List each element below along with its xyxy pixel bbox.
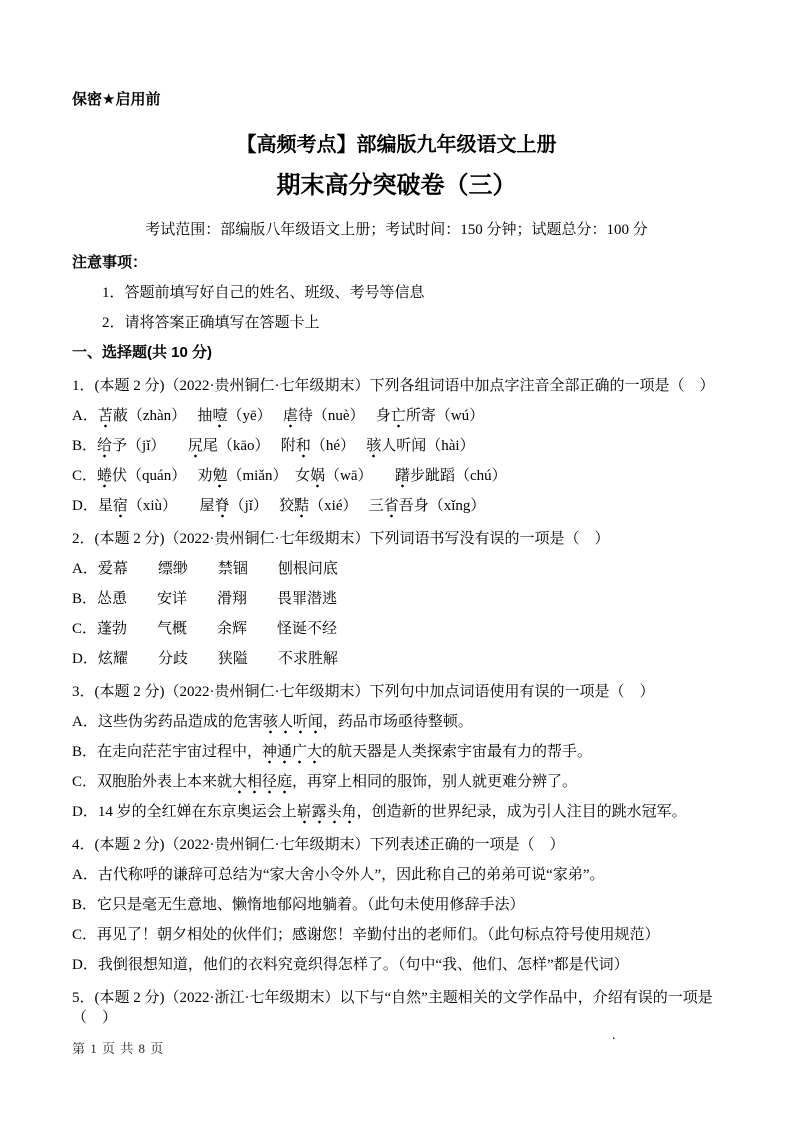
question-stem: 1．(本题 2 分)（2022·贵州铜仁·七年级期末）下列各组词语中加点字注音全部正确的一项是（ ）	[72, 378, 715, 394]
plain-text: 炫耀 分歧 狭隘 不求胜解	[97, 651, 338, 667]
emphasized-dotted-text: 骇人听闻	[263, 714, 323, 734]
option-text	[97, 591, 337, 607]
question-block	[72, 376, 721, 516]
plain-text: 14 岁的全红婵在东京奥运会上	[97, 804, 297, 820]
plain-text: 待（nuè） 身	[297, 408, 391, 424]
option-line	[72, 802, 721, 822]
question-block	[72, 529, 721, 669]
option-text	[97, 438, 475, 458]
emphasized-dotted-text: 省	[384, 498, 399, 518]
plain-text: 它只是毫无生意地、懒惰地郁闷地躺着。（此句未使用修辞手法）	[97, 897, 525, 913]
option-label: D．	[72, 651, 98, 667]
exam-subtitle: 【高频考点】部编版九年级语文上册	[236, 134, 557, 156]
plain-text: 的航天器是人类探索宇宙最有力的帮手。	[322, 744, 593, 760]
plain-text: 所寄（wú）	[405, 408, 485, 424]
question-stem: 2．(本题 2 分)（2022·贵州铜仁·七年级期末）下列词语书写没有误的一项是（ ）	[72, 531, 610, 547]
plain-text: ，再穿上相同的服饰，别人就更难分辨了。	[292, 774, 578, 790]
option-text	[97, 468, 507, 488]
emphasized-dotted-text: 蜷	[97, 468, 112, 488]
emphasized-dotted-text: 宿	[113, 498, 128, 518]
option-label: B．	[72, 897, 98, 913]
question-block	[72, 835, 721, 975]
option-line	[72, 466, 721, 486]
emphasized-dotted-text: 给	[97, 438, 112, 458]
plain-text: 古代称呼的谦辞可总结为“家大舍小令外人”，因此称自己的弟弟可说“家弟”。	[97, 867, 605, 883]
plain-text: （hé）	[310, 438, 367, 454]
plain-text: 星	[97, 498, 113, 514]
emphasized-dotted-text: 大相径庭	[232, 774, 292, 794]
emphasized-dotted-text: 虐	[283, 408, 298, 428]
option-text	[98, 867, 605, 883]
plain-text: （miǎn） 女	[227, 468, 310, 484]
question-block	[72, 682, 721, 822]
option-text	[98, 651, 338, 667]
plain-text: 予（jǐ）	[112, 438, 188, 454]
plain-text: 爱幕 缥缈 禁锢 刨根问底	[97, 561, 338, 577]
plain-text: 双胞胎外表上本来就	[97, 774, 233, 790]
option-label: D．	[72, 957, 98, 973]
emphasized-dotted-text: 噎	[212, 408, 227, 428]
exam-info: 考试范围：部编版八年级语文上册；考试时间：150 分钟；试题总分：100 分	[145, 222, 648, 238]
question-block	[72, 988, 721, 1028]
option-text	[98, 714, 473, 734]
plain-text: 我倒很想知道，他们的衣料究竟织得怎样了。（句中“我、他们、怎样”都是代词）	[97, 957, 629, 973]
plain-text: 再见了！朝夕相处的伙伴们；感谢您！辛勤付出的老师们。（此句标点符号使用规范）	[97, 927, 660, 943]
option-line	[72, 772, 721, 792]
emphasized-dotted-text: 勉	[212, 468, 227, 488]
plain-text: 吾身（xǐng）	[398, 498, 486, 514]
option-line	[72, 589, 721, 609]
option-line	[72, 712, 721, 732]
plain-text: 人听闻（hài）	[381, 438, 475, 454]
plain-text: 伏（quán） 劝	[112, 468, 213, 484]
emphasized-dotted-text: 脊	[215, 498, 230, 518]
option-text	[97, 744, 592, 764]
option-text	[97, 927, 660, 943]
option-label: C．	[72, 927, 98, 943]
option-text	[97, 897, 525, 913]
option-label: C．	[72, 774, 98, 790]
question-list	[72, 376, 721, 1028]
plain-text: （yē）	[227, 408, 283, 424]
exam-title: 期末高分突破卷（三）	[276, 172, 517, 199]
emphasized-dotted-text: 崭露头角	[297, 804, 357, 824]
plain-text: ，创造新的世界纪录，成为引人注目的跳水冠军。	[356, 804, 687, 820]
option-text	[98, 957, 629, 973]
option-label: D．	[72, 498, 98, 514]
option-label: C．	[72, 621, 98, 637]
option-line	[72, 406, 721, 426]
option-label: B．	[72, 744, 98, 760]
emphasized-dotted-text: 娲	[310, 468, 325, 488]
notes-heading: 注意事项：	[72, 254, 148, 271]
option-text	[98, 561, 338, 577]
question-stem: 5．(本题 2 分)（2022·浙江·七年级期末）以下与“自然”主题相关的文学作品中，介绍有误的一项是（ ）	[72, 990, 713, 1026]
option-line	[72, 619, 721, 639]
option-line	[72, 496, 721, 516]
option-line	[72, 925, 721, 945]
option-label: A．	[72, 408, 98, 424]
option-line	[72, 955, 721, 975]
emphasized-dotted-text: 和	[296, 438, 311, 458]
question-stem: 4．(本题 2 分)（2022·贵州铜仁·七年级期末）下列表述正确的一项是（ ）	[72, 837, 565, 853]
emphasized-dotted-text: 骇	[366, 438, 381, 458]
stray-period-mark: .	[612, 1028, 616, 1043]
secrecy-label: 保密★启用前	[72, 91, 161, 108]
section-heading: 一、选择题(共 10 分)	[72, 344, 213, 361]
plain-text: （xiù） 屋	[127, 498, 215, 514]
plain-text: 步跐蹈（chú）	[410, 468, 507, 484]
plain-text: 尾（kāo） 附	[202, 438, 296, 454]
emphasized-dotted-text: 黠	[294, 498, 309, 518]
option-label: B．	[72, 591, 98, 607]
option-label: A．	[72, 561, 98, 577]
footer-page-label: 第 1 页 共 8 页	[72, 1041, 165, 1056]
plain-text: 怂恿 安详 滑翔 畏罪潜逃	[97, 591, 338, 607]
plain-text: （jǐ） 狡	[229, 498, 295, 514]
option-line	[72, 865, 721, 885]
option-line	[72, 742, 721, 762]
plain-text: ，药品市场亟待整顿。	[322, 714, 473, 730]
emphasized-dotted-text: 苫	[98, 408, 113, 428]
plain-text: 这些伪劣药品造成的危害	[97, 714, 263, 730]
plain-text: （xié） 三	[309, 498, 384, 514]
option-line	[72, 649, 721, 669]
option-line	[72, 436, 721, 456]
option-line	[72, 895, 721, 915]
note-item: 2．请将答案正确填写在答题卡上	[102, 315, 320, 331]
emphasized-dotted-text: 亡	[391, 408, 406, 428]
plain-text: 在走向茫茫宇宙过程中，	[97, 744, 263, 760]
emphasized-dotted-text: 尻	[188, 438, 203, 458]
question-stem: 3．(本题 2 分)（2022·贵州铜仁·七年级期末）下列句中加点词语使用有误的一项是（ ）	[72, 684, 655, 700]
plain-text: 蓬勃 气概 余辉 怪诞不经	[97, 621, 338, 637]
option-label: D．	[72, 804, 98, 820]
option-label: A．	[72, 714, 98, 730]
option-label: A．	[72, 867, 98, 883]
emphasized-dotted-text: 神通广大	[262, 744, 322, 764]
option-label: B．	[72, 438, 98, 454]
option-line	[72, 559, 721, 579]
option-text	[98, 804, 687, 824]
option-label: C．	[72, 468, 98, 484]
note-item: 1．答题前填写好自己的姓名、班级、考号等信息	[102, 285, 425, 301]
plain-text: （wā）	[324, 468, 395, 484]
option-text	[97, 621, 337, 637]
option-text	[97, 774, 577, 794]
option-text	[98, 408, 484, 428]
option-text	[98, 498, 486, 518]
plain-text: 蔽（zhàn） 抽	[112, 408, 213, 424]
emphasized-dotted-text: 躇	[395, 468, 410, 488]
